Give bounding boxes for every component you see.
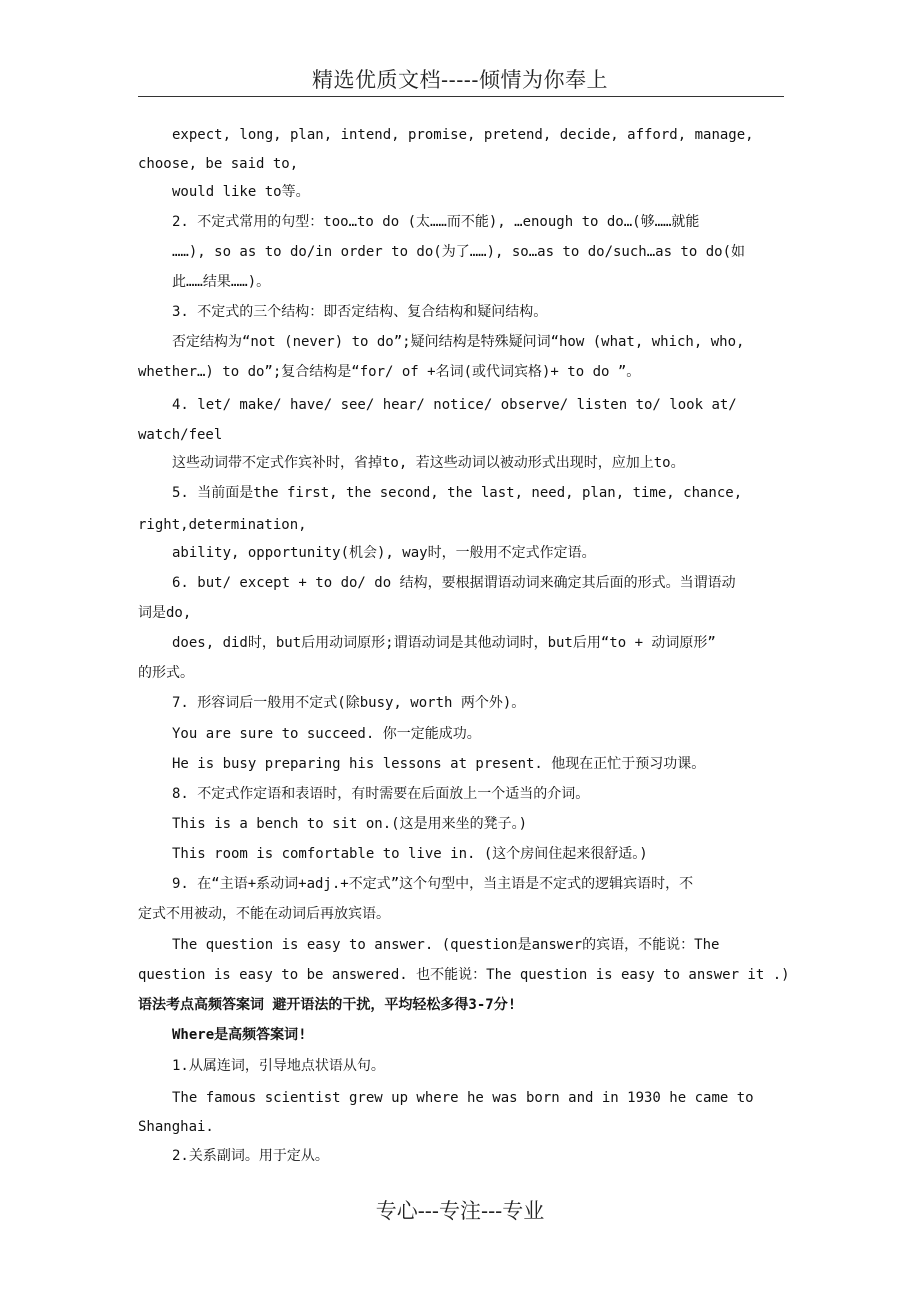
text-line: He is busy preparing his lessons at present. 他现在正忙于预习功课。 xyxy=(172,756,706,772)
text-line: 的形式。 xyxy=(138,665,194,681)
text-line: would like to等。 xyxy=(172,184,310,200)
text-line: 4. let/ make/ have/ see/ hear/ notice/ observe/ listen to/ look at/ xyxy=(172,397,737,413)
text-line: 3. 不定式的三个结构：即否定结构、复合结构和疑问结构。 xyxy=(172,304,548,320)
text-line: 定式不用被动，不能在动词后再放宾语。 xyxy=(138,906,390,922)
text-line: 词是do, xyxy=(138,605,192,621)
text-line: whether…) to do”;复合结构是“for/ of +名词(或代词宾格)+ to do ”。 xyxy=(138,364,641,380)
text-line: You are sure to succeed. 你一定能成功。 xyxy=(172,726,481,742)
text-line: The question is easy to answer. (question是answer的宾语，不能说：The xyxy=(172,937,720,953)
text-line: 9. 在“主语+系动词+adj.+不定式”这个句型中，当主语是不定式的逻辑宾语时，不 xyxy=(172,876,694,892)
text-line: ability, opportunity(机会), way时，一般用不定式作定语。 xyxy=(172,545,596,561)
text-line: choose, be said to, xyxy=(138,156,299,172)
text-line: 2. 不定式常用的句型：too…to do (太……而不能), …enough to do…(够……就能 xyxy=(172,214,700,230)
text-line: The famous scientist grew up where he was born and in 1930 he came to xyxy=(172,1090,754,1106)
section-heading: 语法考点高频答案词 避开语法的干扰，平均轻松多得3-7分! xyxy=(138,997,517,1013)
page-header: 精选优质文档-----倾情为你奉上 xyxy=(312,68,608,92)
subheading: Where是高频答案词! xyxy=(172,1027,307,1043)
text-line: watch/feel xyxy=(138,427,223,443)
text-line: 2.关系副词。用于定从。 xyxy=(172,1148,329,1164)
text-line: 此……结果……)。 xyxy=(172,274,271,290)
header-divider xyxy=(138,96,784,97)
text-line: 这些动词带不定式作宾补时，省掉to, 若这些动词以被动形式出现时，应加上to。 xyxy=(172,455,685,471)
text-line: 7. 形容词后一般用不定式(除busy, worth 两个外)。 xyxy=(172,695,526,711)
text-line: Shanghai. xyxy=(138,1119,214,1135)
text-line: 5. 当前面是the first, the second, the last, need, plan, time, chance, xyxy=(172,485,743,501)
page-footer: 专心---专注---专业 xyxy=(375,1199,545,1223)
text-line: This room is comfortable to live in. (这个房间住起来很舒适。) xyxy=(172,846,648,862)
text-line: 8. 不定式作定语和表语时，有时需要在后面放上一个适当的介词。 xyxy=(172,786,590,802)
text-line: ……), so as to do/in order to do(为了……), so…as to do/such…as to do(如 xyxy=(172,244,746,260)
text-line: 1.从属连词，引导地点状语从句。 xyxy=(172,1058,385,1074)
text-line: This is a bench to sit on.(这是用来坐的凳子。) xyxy=(172,816,528,832)
text-line: right,determination, xyxy=(138,517,307,533)
text-line: 否定结构为“not (never) to do”;疑问结构是特殊疑问词“how (what, which, who, xyxy=(172,334,745,350)
text-line: expect, long, plan, intend, promise, pretend, decide, afford, manage, xyxy=(172,127,754,143)
text-line: 6. but/ except + to do/ do 结构，要根据谓语动词来确定其后面的形式。当谓语动 xyxy=(172,575,736,591)
text-line: question is easy to be answered. 也不能说：The question is easy to answer it .) xyxy=(138,967,790,983)
text-line: does, did时，but后用动词原形;谓语动词是其他动词时，but后用“to + 动词原形” xyxy=(172,635,716,651)
